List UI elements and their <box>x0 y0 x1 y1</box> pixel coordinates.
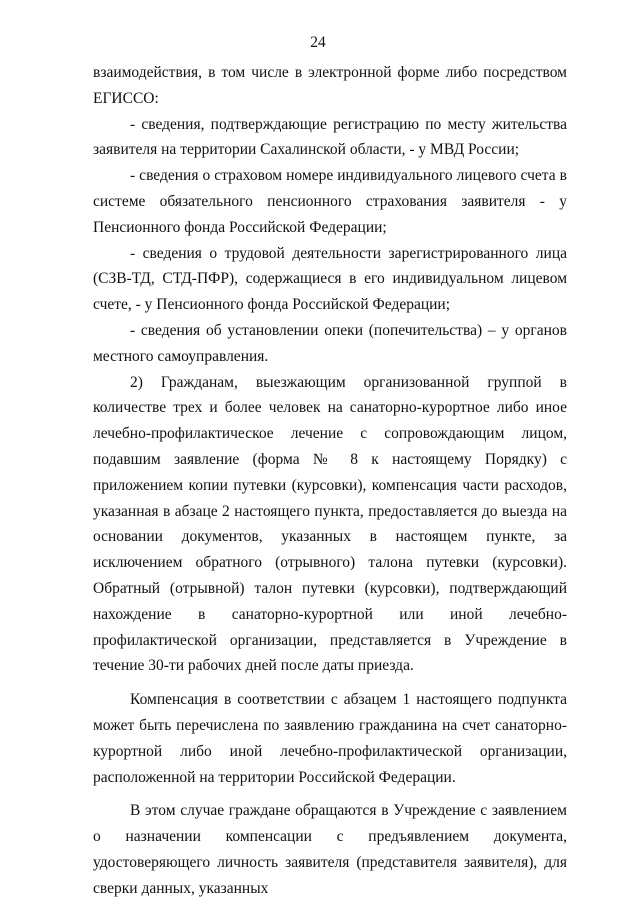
paragraph-group-travel: 2) Гражданам, выезжающим организованной группой в количестве трех и более человек на санаторно-курортное либо иное лечебно-профилактическое лечение с сопровождающим лицом, подавшим заявление (форма № 8 к настоящему Порядку) с приложением копии путевки (курсовки), компенсация части расходов, указанная в абзаце 2 настоящего пункта, предоставляется до выезда на основании документов, указанных в настоящем пункте, за исключением обратного (отрывного) талона путевки (курсовки). Обратный (отрывной) талон путевки (курсовки), подтверждающий нахождение в санаторно-курортной или иной лечебно-профилактической организации, представляется в Учреждение в течение 30-ти рабочих дней после даты приезда. <box>93 373 567 675</box>
document-body <box>93 60 567 902</box>
paragraph-intro: взаимодействия, в том числе в электронной форме либо посредством ЕГИССО: <box>93 64 567 107</box>
paragraph-item-work-activity: - сведения о трудовой деятельности зарегистрированного лица (СЗВ-ТД, СТД-ПФР), содержащиеся в его индивидуальном лицевом счете, - у Пенсионного фонда Российской Федерации; <box>93 244 567 314</box>
paragraph-compensation-transfer: Компенсация в соответствии с абзацем 1 настоящего подпункта может быть перечислена по заявлению гражданина на счет санаторно-курортной либо иной лечебно-профилактической организации, расположенной на территории Российской Федерации. <box>93 691 567 786</box>
paragraph-application-procedure: В этом случае граждане обращаются в Учреждение с заявлением о назначении компенсации с предъявлением документа, удостоверяющего личность заявителя (представителя заявителя), для сверки данных, указанных <box>93 802 567 897</box>
page-number: 24 <box>310 34 326 51</box>
paragraph-item-registration: - сведения, подтверждающие регистрацию по месту жительства заявителя на территории Сахалинской области, - у МВД России; <box>93 115 567 159</box>
paragraph-item-guardianship: - сведения об установлении опеки (попечительства) – у органов местного самоуправления. <box>93 321 567 365</box>
paragraph-item-insurance-number: - сведения о страховом номере индивидуального лицевого счета в системе обязательного пенсионного страхования заявителя - у Пенсионного фонда Российской Федерации; <box>93 167 567 236</box>
